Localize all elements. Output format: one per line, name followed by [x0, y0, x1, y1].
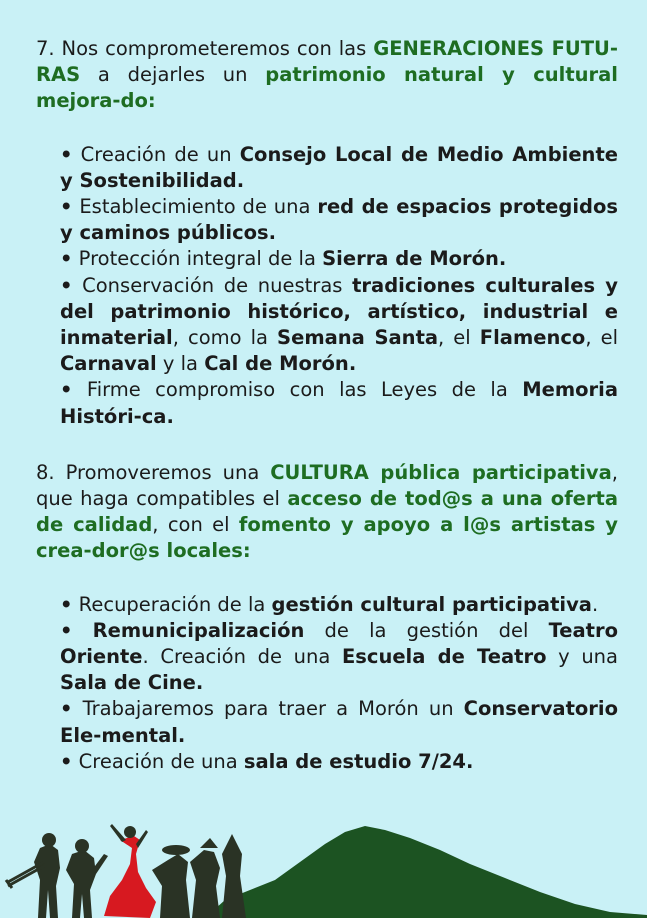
future-generations-highlight: GENERACIONES FUTU-RAS [36, 37, 618, 87]
flamenco-dancer-silhouette [104, 824, 156, 918]
bullet-icon: • [60, 749, 73, 773]
section-7-list [36, 142, 618, 430]
heritage-highlight: patrimonio natural y cultural mejora-do: [36, 63, 618, 113]
trombone-icon [6, 862, 44, 888]
list-item: • Recuperación de la gestión cultural participativa. [60, 592, 599, 616]
section-8-list [36, 592, 618, 775]
list-item: • Conservación de nuestras tradiciones culturales y del patrimonio histórico, artístico, industrial e inmaterial, como la Semana Santa, el Flamenco, el Carnaval y la Cal de Morón. [60, 273, 618, 376]
list-item: • Remunicipalización de la gestión del Teatro Oriente. Creación de una Escuela de Teatro y una Sala de Cine. [60, 618, 618, 695]
bullet-icon: • [60, 247, 73, 271]
bullet-icon: • [60, 273, 73, 297]
list-item: • Creación de una sala de estudio 7/24. [60, 749, 474, 773]
list-item: • Trabajaremos para traer a Morón un Conservatorio Ele-mental. [60, 697, 618, 747]
cultural-silhouette-illustration [0, 810, 647, 918]
section-8-intro: 8. Promoveremos una CULTURA pública participativa, que haga compatibles el acceso de tod@s a una oferta de calidad, con el fomento y apoyo a l@s artistas y crea-dor@s locales: [36, 460, 619, 563]
bullet-icon: • [60, 618, 73, 642]
list-item: • Protección integral de la Sierra de Morón. [60, 247, 507, 271]
program-content [36, 36, 618, 775]
bullet-icon: • [60, 697, 73, 721]
list-item: • Establecimiento de una red de espacios protegidos y caminos públicos. [60, 195, 619, 245]
bullet-icon: • [60, 378, 73, 402]
musician-silhouette [34, 833, 60, 918]
artists-highlight: fomento y apoyo a l@s artistas y crea-dor@s locales: [36, 513, 618, 563]
section-7-intro: 7. Nos comprometeremos con las GENERACIONES FUTU-RAS a dejarles un patrimonio natural y cultural mejora-do: [36, 37, 618, 113]
list-item: • Creación de un Consejo Local de Medio Ambiente y Sostenibilidad. [60, 142, 618, 192]
culture-highlight: CULTURA pública participativa [270, 460, 612, 484]
carnival-figures-silhouette [152, 834, 246, 918]
bullet-icon: • [60, 592, 73, 616]
mountain-silhouette [205, 826, 647, 918]
list-item: • Firme compromiso con las Leyes de la Memoria Históri-ca. [60, 378, 619, 428]
access-highlight: acceso de tod@s a una oferta de calidad [36, 487, 619, 537]
bullet-icon: • [60, 195, 73, 219]
bullet-icon: • [60, 142, 73, 166]
figure-silhouette [66, 839, 108, 918]
